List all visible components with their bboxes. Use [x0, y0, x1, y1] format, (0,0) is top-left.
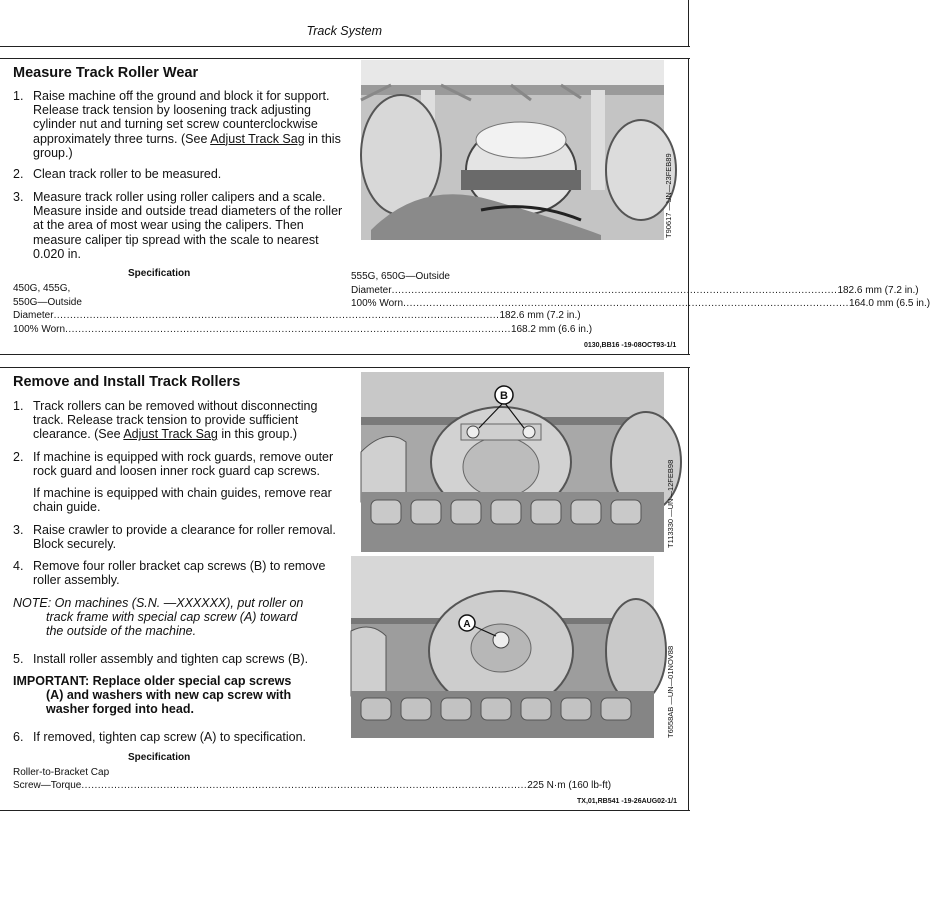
note-rest: track frame with special cap screw (A) toward the outside of the machine.: [46, 610, 298, 639]
photo-track-rollers-b: [361, 372, 664, 552]
spec-right-row-diameter: Diameter ........................................................................................................................................ 182.6 mm (7.2 in.): [351, 285, 919, 296]
callout-a-label: A: [463, 619, 471, 630]
step-text: Track rollers can be removed without disconnecting track. Release track tension to provide sufficient clearance. (See: [33, 399, 318, 442]
note-line-1: NOTE: On machines (S.N. —XXXXXX), put roller on: [13, 596, 304, 610]
spec-left-row-diameter: Diameter ........................................................................................................................................ 182.6 mm (7.2 in.): [13, 310, 581, 321]
step-text-end: in this group.): [33, 131, 341, 160]
step-number: 2.: [13, 450, 24, 464]
section2-spec-heading: Specification: [128, 752, 191, 763]
section2-step-1: [13, 399, 345, 442]
photo2-id: T113330 —UN—12FEB98: [666, 459, 675, 548]
spec-value: 225 N·m (160 lb-ft): [527, 780, 612, 791]
section2-title: Remove and Install Track Rollers: [13, 374, 241, 390]
section1-step-2: [13, 167, 343, 181]
spec-value: 182.6 mm (7.2 in.): [499, 310, 581, 321]
spec-left-row-worn: 100% Worn ........................................................................................................................................ 168.2 mm (6.6 in.): [13, 324, 593, 335]
spec-roller-bracket-label: Roller-to-Bracket Cap: [13, 767, 110, 778]
section1-step-1: [13, 89, 343, 160]
section2-step-4: [13, 559, 345, 587]
adjust-track-sag-link[interactable]: Adjust Track Sag: [123, 427, 218, 442]
section1-bottom-rule: [0, 354, 690, 355]
section2-step-2: [13, 450, 345, 478]
step-number: 1.: [13, 399, 24, 413]
section2-step-3: [13, 523, 345, 551]
step-text: Install roller assembly and tighten cap screws (B).: [33, 652, 309, 666]
roller-measurement-image: [361, 60, 664, 240]
spec-torque-row: Screw—Torque ........................................................................................................................................ 225 N·m (160 lb-ft): [13, 780, 612, 791]
spec-left-models-1: 450G, 455G,: [13, 283, 71, 294]
spec-value: 168.2 mm (6.6 in.): [510, 324, 593, 335]
step-text: Raise crawler to provide a clearance for roller removal. Block securely.: [33, 523, 336, 552]
photo3-id: T6558AB —UN—01NOV88: [666, 645, 675, 738]
step-text: If machine is equipped with chain guides, remove rear chain guide.: [33, 486, 332, 515]
spec-label: 100% Worn: [351, 298, 404, 309]
spec-right-models: 555G, 650G—Outside: [351, 271, 450, 282]
spec-label: Diameter: [351, 285, 392, 296]
spec-value: 182.6 mm (7.2 in.): [837, 285, 919, 296]
photo-roller-cap-screw-a: [351, 556, 654, 738]
spec-value: 164.0 mm (6.5 in.): [848, 298, 930, 309]
section2-step-5: [13, 652, 345, 666]
step-text: Raise machine off the ground and block it for support. Release track tension by loosening track adjusting cylinder nut and turning set screw counterclockwise approximately three turns. (See: [33, 89, 330, 146]
header-right-rule: [688, 0, 689, 46]
important-rest: (A) and washers with new cap screw with washer forged into head.: [46, 688, 292, 717]
step-number: 5.: [13, 652, 24, 666]
step-number: 3.: [13, 190, 24, 204]
spec-left-models-2: 550G—Outside: [13, 297, 82, 308]
spec-label: Screw—Torque: [13, 780, 82, 791]
step-number: 4.: [13, 559, 24, 573]
section1-title: Measure Track Roller Wear: [13, 65, 199, 81]
step-number: 1.: [13, 89, 24, 103]
section2-step-2b: [13, 486, 345, 514]
step-text: Remove four roller bracket cap screws (B) to remove roller assembly.: [33, 559, 326, 588]
step-text: If machine is equipped with rock guards, remove outer rock guard and loosen inner rock guard cap screws.: [33, 450, 334, 479]
section1-right-rule: [688, 58, 689, 354]
step-number: 6.: [13, 730, 24, 744]
section1-step-3: [13, 190, 345, 261]
section2-note: [13, 596, 345, 639]
page-header-title: Track System: [306, 24, 382, 38]
spec-right-row-worn: 100% Worn ........................................................................................................................................ 164.0 mm (6.5 in.): [351, 298, 930, 309]
step-text-end: in this group.): [217, 427, 298, 442]
spec-label: Diameter: [13, 310, 54, 321]
step-number: 2.: [13, 167, 24, 181]
section2-important: [13, 674, 345, 717]
section1-reference: 0130,BB16 -19-08OCT93-1/1: [584, 342, 677, 349]
step-number: 3.: [13, 523, 24, 537]
header-divider: [0, 46, 690, 47]
track-rollers-b-image: [361, 372, 664, 552]
section2-top-rule: [0, 367, 690, 368]
spec-label: 100% Worn: [13, 324, 66, 335]
step-text: If removed, tighten cap screw (A) to specification.: [33, 730, 307, 744]
important-line-1: Replace older special cap screws: [92, 674, 292, 688]
callout-b-label: B: [500, 390, 508, 402]
section1-top-rule: [0, 58, 690, 59]
step-text: Clean track roller to be measured.: [33, 167, 222, 181]
important-label: IMPORTANT:: [13, 674, 90, 688]
photo1-id: T90617 —UN—23FEB89: [664, 153, 673, 238]
photo-roller-measurement: [361, 60, 664, 240]
section2-right-rule: [688, 367, 689, 810]
roller-cap-screw-a-image: [351, 556, 654, 738]
section1-spec-heading: Specification: [128, 268, 191, 279]
section2-step-6: [13, 730, 345, 744]
section2-bottom-rule: [0, 810, 690, 811]
step-text: Measure track roller using roller calipers and a scale. Measure inside and outside tread diameters of the roller at the area of most wear using the calipers. Then measure caliper tip spread with the scale to nearest 0.020 in.: [33, 190, 343, 261]
section2-reference: TX,01,RB541 -19-26AUG02-1/1: [577, 798, 677, 805]
adjust-track-sag-link[interactable]: Adjust Track Sag: [210, 131, 305, 146]
